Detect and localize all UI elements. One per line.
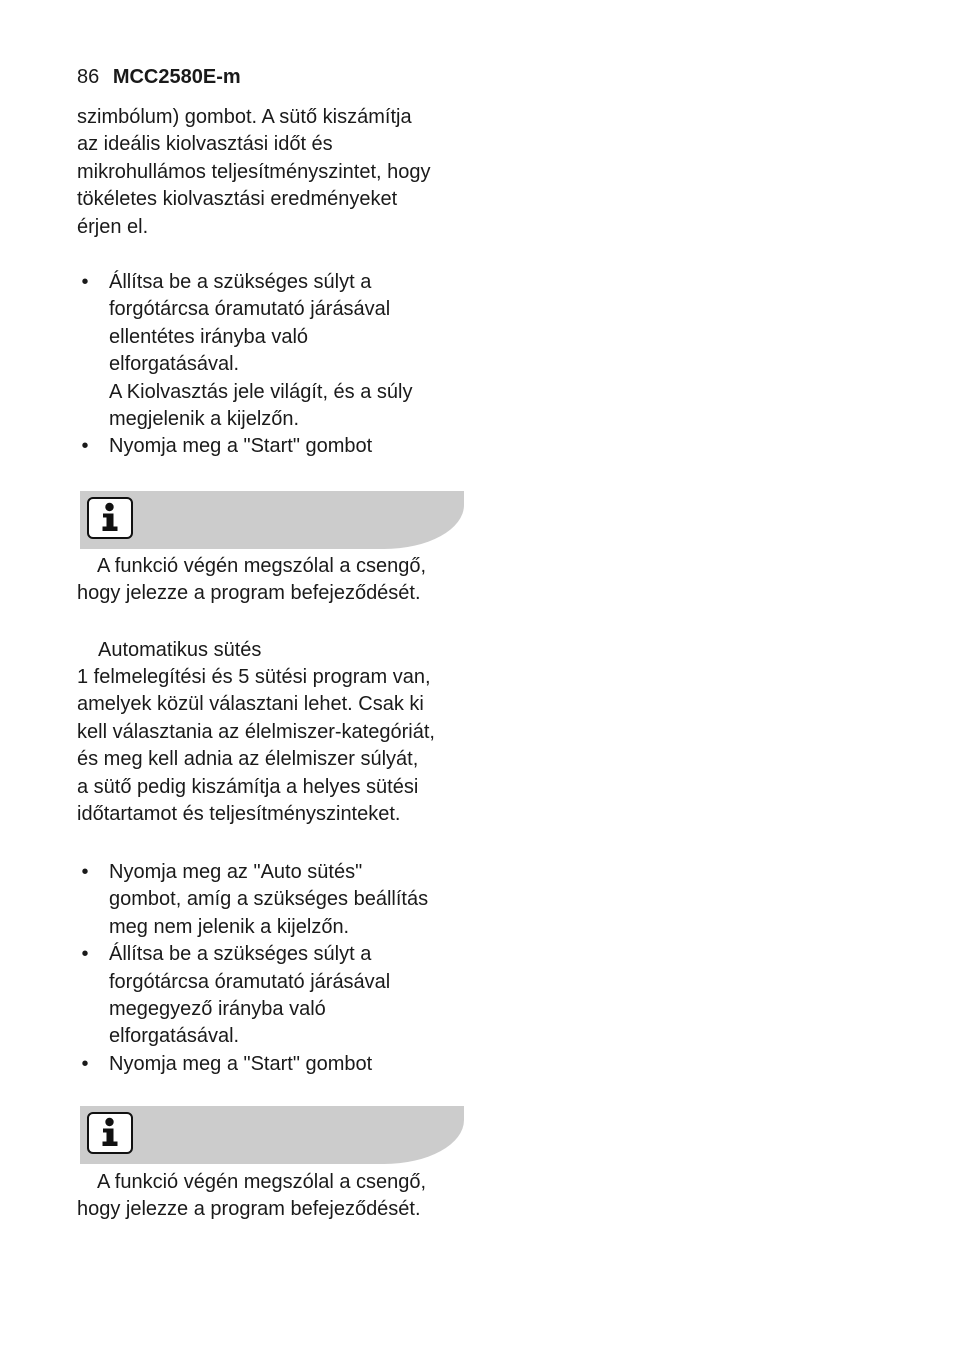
list-item-line: megegyező irányba való <box>109 998 326 1021</box>
info-icon <box>87 1112 133 1154</box>
paragraph-line: kell választania az élelmiszer-kategóriát, <box>77 720 435 743</box>
list-item <box>77 433 472 460</box>
list-item <box>77 859 472 941</box>
page-header <box>77 64 241 90</box>
list-item-line: Nyomja meg a "Start" gombot <box>109 1052 373 1075</box>
paragraph-line: szimbólum) gombot. A sütő kiszámítja <box>77 106 412 128</box>
paragraph-line: érjen el. <box>77 215 149 238</box>
auto-cooking-paragraph <box>77 664 472 828</box>
info-note-text <box>77 1169 472 1224</box>
note-line: hogy jelezze a program befejeződését. <box>77 1198 421 1221</box>
list-item <box>77 269 472 433</box>
paragraph-line: a sütő pedig kiszámítja a helyes sütési <box>77 775 419 798</box>
info-note-band <box>80 1106 464 1164</box>
list-item-line: Nyomja meg az "Auto sütés" <box>109 861 363 883</box>
bullet-marker: • <box>81 861 89 883</box>
list-item-line: ellentétes irányba való <box>109 325 309 348</box>
list-item-line: gombot, amíg a szükséges beállítás <box>109 888 429 911</box>
section-heading-auto-cooking: Automatikus sütés <box>98 639 262 661</box>
paragraph-line: tökéletes kiolvasztási eredményeket <box>77 188 398 211</box>
bullet-marker: • <box>81 943 89 966</box>
info-icon <box>87 497 133 539</box>
list-item-line: forgótárcsa óramutató járásával <box>109 970 391 993</box>
info-note-band <box>80 491 464 549</box>
list-item <box>77 1051 472 1078</box>
list-item-line: A Kiolvasztás jele világít, és a súly <box>109 380 413 403</box>
paragraph-line: időtartamot és teljesítményszinteket. <box>77 803 401 826</box>
paragraph-line: és meg kell adnia az élelmiszer súlyát, <box>77 748 419 771</box>
model-name: MCC2580E-m <box>112 66 241 88</box>
auto-cooking-steps-list <box>77 859 472 1078</box>
list-item-line: Állítsa be a szükséges súlyt a <box>109 943 372 966</box>
page-number: 86 <box>77 66 100 88</box>
paragraph-line: 1 felmelegítési és 5 sütési program van, <box>77 666 431 688</box>
list-item-line: forgótárcsa óramutató járásával <box>109 298 391 321</box>
defrost-steps-list <box>77 269 472 461</box>
list-item-line: megjelenik a kijelzőn. <box>109 408 300 431</box>
paragraph-line: mikrohullámos teljesítményszintet, hogy <box>77 160 431 183</box>
intro-paragraph <box>77 104 472 241</box>
list-item-line: meg nem jelenik a kijelzőn. <box>109 915 350 938</box>
list-item <box>77 941 472 1051</box>
bullet-marker: • <box>81 435 89 458</box>
list-item-line: elforgatásával. <box>109 1025 240 1048</box>
bullet-marker: • <box>81 1052 89 1075</box>
list-item-line: Nyomja meg a "Start" gombot <box>109 435 373 458</box>
list-item-line: Állítsa be a szükséges súlyt a <box>109 271 372 293</box>
list-item-line: elforgatásával. <box>109 353 240 376</box>
note-line: hogy jelezze a program befejeződését. <box>77 582 421 605</box>
paragraph-line: az ideális kiolvasztási időt és <box>77 133 333 156</box>
info-note-text <box>77 553 472 608</box>
note-line: A funkció végén megszólal a csengő, <box>97 1171 427 1193</box>
bullet-marker: • <box>81 271 89 293</box>
note-line: A funkció végén megszólal a csengő, <box>97 555 427 577</box>
paragraph-line: amelyek közül választani lehet. Csak ki <box>77 693 424 716</box>
